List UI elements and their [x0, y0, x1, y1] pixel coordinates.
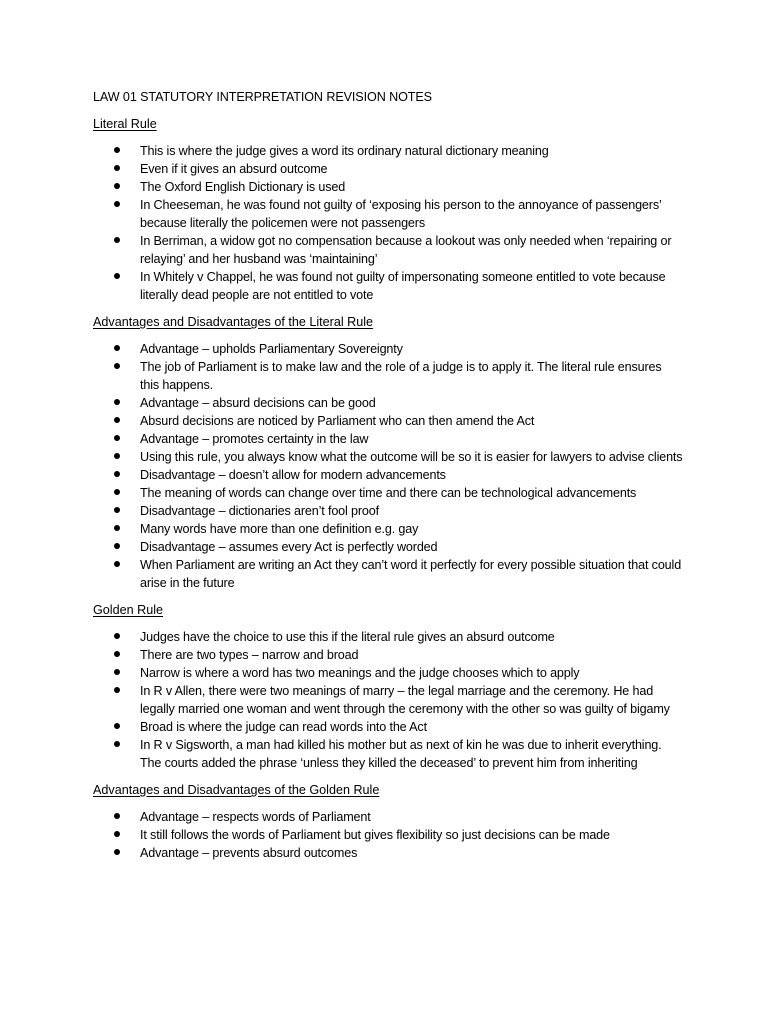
bullet-icon — [114, 507, 120, 513]
bullet-list — [93, 808, 683, 862]
list-item-text: The meaning of words can change over time and there can be technological advancements — [140, 486, 637, 500]
bullet-icon — [114, 201, 120, 207]
section-literal-rule-pros-cons — [93, 313, 683, 592]
list-item — [93, 412, 683, 430]
bullet-icon — [114, 345, 120, 351]
list-item — [93, 232, 683, 268]
list-item-text: Advantage – promotes certainty in the law — [140, 432, 369, 446]
list-item-text: Advantage – upholds Parliamentary Sovereignty — [140, 342, 403, 356]
list-item-text: In R v Allen, there were two meanings of marry – the legal marriage and the ceremony. He had legally married one woman and went through the ceremony with the other so was guilty of bigamy — [140, 684, 670, 716]
bullet-icon — [114, 849, 120, 855]
bullet-icon — [114, 525, 120, 531]
bullet-icon — [114, 363, 120, 369]
list-item-text: Absurd decisions are noticed by Parliament who can then amend the Act — [140, 414, 535, 428]
list-item — [93, 268, 683, 304]
section-heading: Literal Rule — [93, 117, 157, 131]
list-item — [93, 718, 683, 736]
section-heading: Golden Rule — [93, 603, 164, 617]
list-item — [93, 466, 683, 484]
list-item-text: Advantage – prevents absurd outcomes — [140, 846, 358, 860]
bullet-icon — [114, 543, 120, 549]
list-item — [93, 394, 683, 412]
list-item — [93, 502, 683, 520]
list-item — [93, 340, 683, 358]
list-item — [93, 646, 683, 664]
bullet-icon — [114, 183, 120, 189]
list-item — [93, 430, 683, 448]
list-item-text: The job of Parliament is to make law and the role of a judge is to apply it. The literal rule ensures this happens. — [140, 360, 662, 392]
bullet-icon — [114, 435, 120, 441]
section-heading: Advantages and Disadvantages of the Golden Rule — [93, 783, 380, 797]
bullet-list — [93, 340, 683, 592]
list-item-text: Using this rule, you always know what the outcome will be so it is easier for lawyers to advise clients — [140, 450, 683, 464]
bullet-icon — [114, 687, 120, 693]
bullet-icon — [114, 669, 120, 675]
bullet-icon — [114, 831, 120, 837]
bullet-list — [93, 628, 683, 772]
bullet-icon — [114, 723, 120, 729]
list-item-text: Many words have more than one definition e.g. gay — [140, 522, 419, 536]
list-item-text: In Berriman, a widow got no compensation because a lookout was only needed when ‘repairing or relaying’ and her husband was ‘maintaining’ — [140, 234, 672, 266]
list-item-text: Advantage – absurd decisions can be good — [140, 396, 376, 410]
bullet-list — [93, 142, 683, 304]
list-item — [93, 520, 683, 538]
list-item-text: In Whitely v Chappel, he was found not guilty of impersonating someone entitled to vote because literally dead people are not entitled to vote — [140, 270, 666, 302]
list-item — [93, 484, 683, 502]
bullet-icon — [114, 399, 120, 405]
list-item — [93, 808, 683, 826]
bullet-icon — [114, 417, 120, 423]
bullet-icon — [114, 471, 120, 477]
bullet-icon — [114, 813, 120, 819]
section-heading: Advantages and Disadvantages of the Literal Rule — [93, 315, 374, 329]
section-golden-rule — [93, 601, 683, 772]
list-item — [93, 826, 683, 844]
bullet-icon — [114, 237, 120, 243]
list-item-text: In R v Sigsworth, a man had killed his mother but as next of kin he was due to inherit everything. The courts added the phrase ‘unless they killed the deceased’ to prevent him from inheriting — [140, 738, 662, 770]
section-golden-rule-pros-cons — [93, 781, 683, 862]
list-item-text: Broad is where the judge can read words into the Act — [140, 720, 427, 734]
list-item-text: This is where the judge gives a word its ordinary natural dictionary meaning — [140, 144, 549, 158]
list-item-text: Disadvantage – doesn’t allow for modern advancements — [140, 468, 446, 482]
list-item-text: In Cheeseman, he was found not guilty of ‘exposing his person to the annoyance of passengers’ because literally the policemen were not passengers — [140, 198, 662, 230]
list-item — [93, 844, 683, 862]
bullet-icon — [114, 453, 120, 459]
list-item — [93, 682, 683, 718]
bullet-icon — [114, 489, 120, 495]
bullet-icon — [114, 633, 120, 639]
bullet-icon — [114, 165, 120, 171]
list-item-text: Disadvantage – dictionaries aren’t fool proof — [140, 504, 379, 518]
bullet-icon — [114, 741, 120, 747]
list-item-text: It still follows the words of Parliament but gives flexibility so just decisions can be made — [140, 828, 610, 842]
list-item — [93, 142, 683, 160]
list-item — [93, 556, 683, 592]
list-item — [93, 160, 683, 178]
section-literal-rule — [93, 115, 683, 304]
bullet-icon — [114, 273, 120, 279]
list-item-text: The Oxford English Dictionary is used — [140, 180, 346, 194]
list-item — [93, 448, 683, 466]
list-item — [93, 196, 683, 232]
list-item — [93, 628, 683, 646]
document-content — [93, 88, 683, 871]
list-item — [93, 358, 683, 394]
list-item — [93, 178, 683, 196]
list-item-text: Judges have the choice to use this if the literal rule gives an absurd outcome — [140, 630, 555, 644]
list-item — [93, 664, 683, 682]
list-item-text: When Parliament are writing an Act they can’t word it perfectly for every possible situation that could arise in the future — [140, 558, 682, 590]
bullet-icon — [114, 561, 120, 567]
bullet-icon — [114, 651, 120, 657]
list-item-text: There are two types – narrow and broad — [140, 648, 359, 662]
list-item-text: Disadvantage – assumes every Act is perfectly worded — [140, 540, 438, 554]
bullet-icon — [114, 147, 120, 153]
list-item — [93, 538, 683, 556]
list-item-text: Narrow is where a word has two meanings and the judge chooses which to apply — [140, 666, 580, 680]
list-item — [93, 736, 683, 772]
list-item-text: Even if it gives an absurd outcome — [140, 162, 328, 176]
list-item-text: Advantage – respects words of Parliament — [140, 810, 371, 824]
document-title: LAW 01 STATUTORY INTERPRETATION REVISION NOTES — [93, 90, 432, 104]
